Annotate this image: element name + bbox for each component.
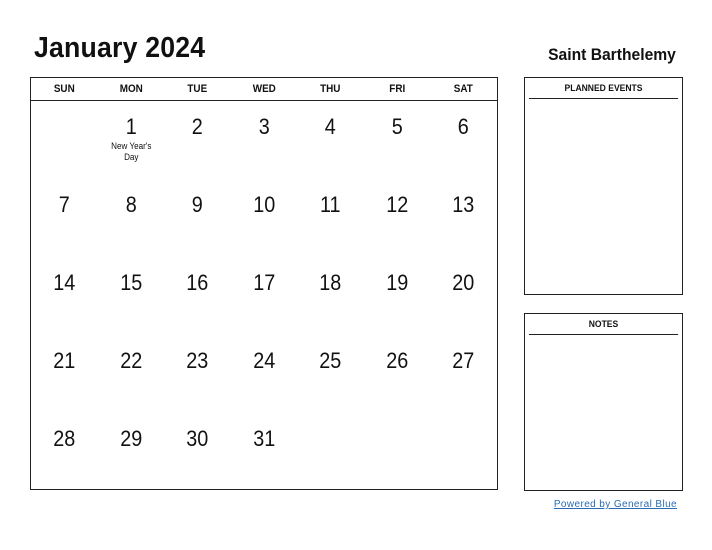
weekday-header (31, 78, 497, 101)
day-cell (430, 335, 497, 413)
calendar-grid (30, 77, 498, 490)
day-number: 8 (125, 192, 137, 217)
day-cell (31, 101, 98, 179)
planned-events-title: PLANNED EVENTS (529, 78, 678, 99)
day-number: 21 (53, 348, 76, 373)
day-number: 7 (58, 192, 70, 217)
day-cell (297, 335, 364, 413)
day-number: 25 (319, 348, 342, 373)
day-number: 23 (186, 348, 209, 373)
powered-by-link[interactable]: Powered by General Blue (553, 499, 677, 510)
day-cell (164, 413, 231, 491)
day-cell (297, 101, 364, 179)
day-cell (164, 179, 231, 257)
day-cell (98, 257, 165, 335)
day-number: 13 (452, 192, 475, 217)
notes-panel (524, 313, 683, 491)
day-cell (231, 335, 298, 413)
day-cell (164, 101, 231, 179)
day-cell (364, 179, 431, 257)
day-number: 5 (391, 114, 403, 139)
day-cell (98, 101, 165, 179)
day-cell (430, 101, 497, 179)
day-cell (164, 335, 231, 413)
weekday-label: SAT (454, 83, 474, 95)
day-number: 3 (258, 114, 270, 139)
day-number: 17 (252, 270, 276, 295)
day-number: 31 (252, 426, 276, 451)
day-number: 4 (325, 114, 337, 139)
day-cell (364, 101, 431, 179)
day-number: 30 (186, 426, 209, 451)
day-cell (231, 179, 298, 257)
holiday-label: New Year's Day (110, 141, 151, 162)
weekday-label: FRI (389, 83, 406, 95)
day-number: 18 (319, 270, 342, 295)
day-cell (31, 413, 98, 491)
day-number: 1 (125, 114, 137, 139)
day-number: 29 (119, 426, 142, 451)
day-cell (430, 413, 497, 491)
day-cell (364, 413, 431, 491)
day-cell (297, 413, 364, 491)
day-number: 12 (386, 192, 409, 217)
day-cell (364, 257, 431, 335)
day-cell (430, 257, 497, 335)
day-grid (31, 101, 497, 491)
day-cell (430, 179, 497, 257)
weekday-label: THU (320, 83, 341, 95)
day-number: 20 (452, 270, 475, 295)
weekday-label: TUE (187, 83, 208, 95)
day-number: 19 (386, 270, 409, 295)
weekday-label: WED (252, 83, 276, 95)
day-cell (364, 335, 431, 413)
day-number: 28 (53, 426, 76, 451)
day-number: 15 (119, 270, 142, 295)
country-name: Saint Barthelemy (548, 45, 676, 64)
day-number: 22 (119, 348, 142, 373)
day-number: 14 (53, 270, 76, 295)
month-title: January 2024 (34, 32, 206, 64)
day-number: 10 (252, 192, 276, 217)
day-cell (31, 257, 98, 335)
day-cell (297, 179, 364, 257)
day-cell (164, 257, 231, 335)
planned-events-panel (524, 77, 683, 295)
day-cell (231, 413, 298, 491)
day-cell (98, 413, 165, 491)
day-cell (98, 335, 165, 413)
day-number: 26 (386, 348, 409, 373)
notes-title: NOTES (529, 314, 678, 335)
day-number: 6 (458, 114, 470, 139)
day-number: 2 (191, 114, 203, 139)
day-number: 27 (452, 348, 475, 373)
weekday-label: MON (119, 83, 143, 95)
day-cell (231, 257, 298, 335)
day-cell (231, 101, 298, 179)
day-cell (31, 335, 98, 413)
day-cell (98, 179, 165, 257)
day-cell (297, 257, 364, 335)
weekday-label: SUN (53, 83, 75, 95)
day-cell (31, 179, 98, 257)
day-number: 11 (320, 192, 341, 217)
day-number: 16 (186, 270, 209, 295)
day-number: 24 (252, 348, 276, 373)
day-number: 9 (191, 192, 203, 217)
